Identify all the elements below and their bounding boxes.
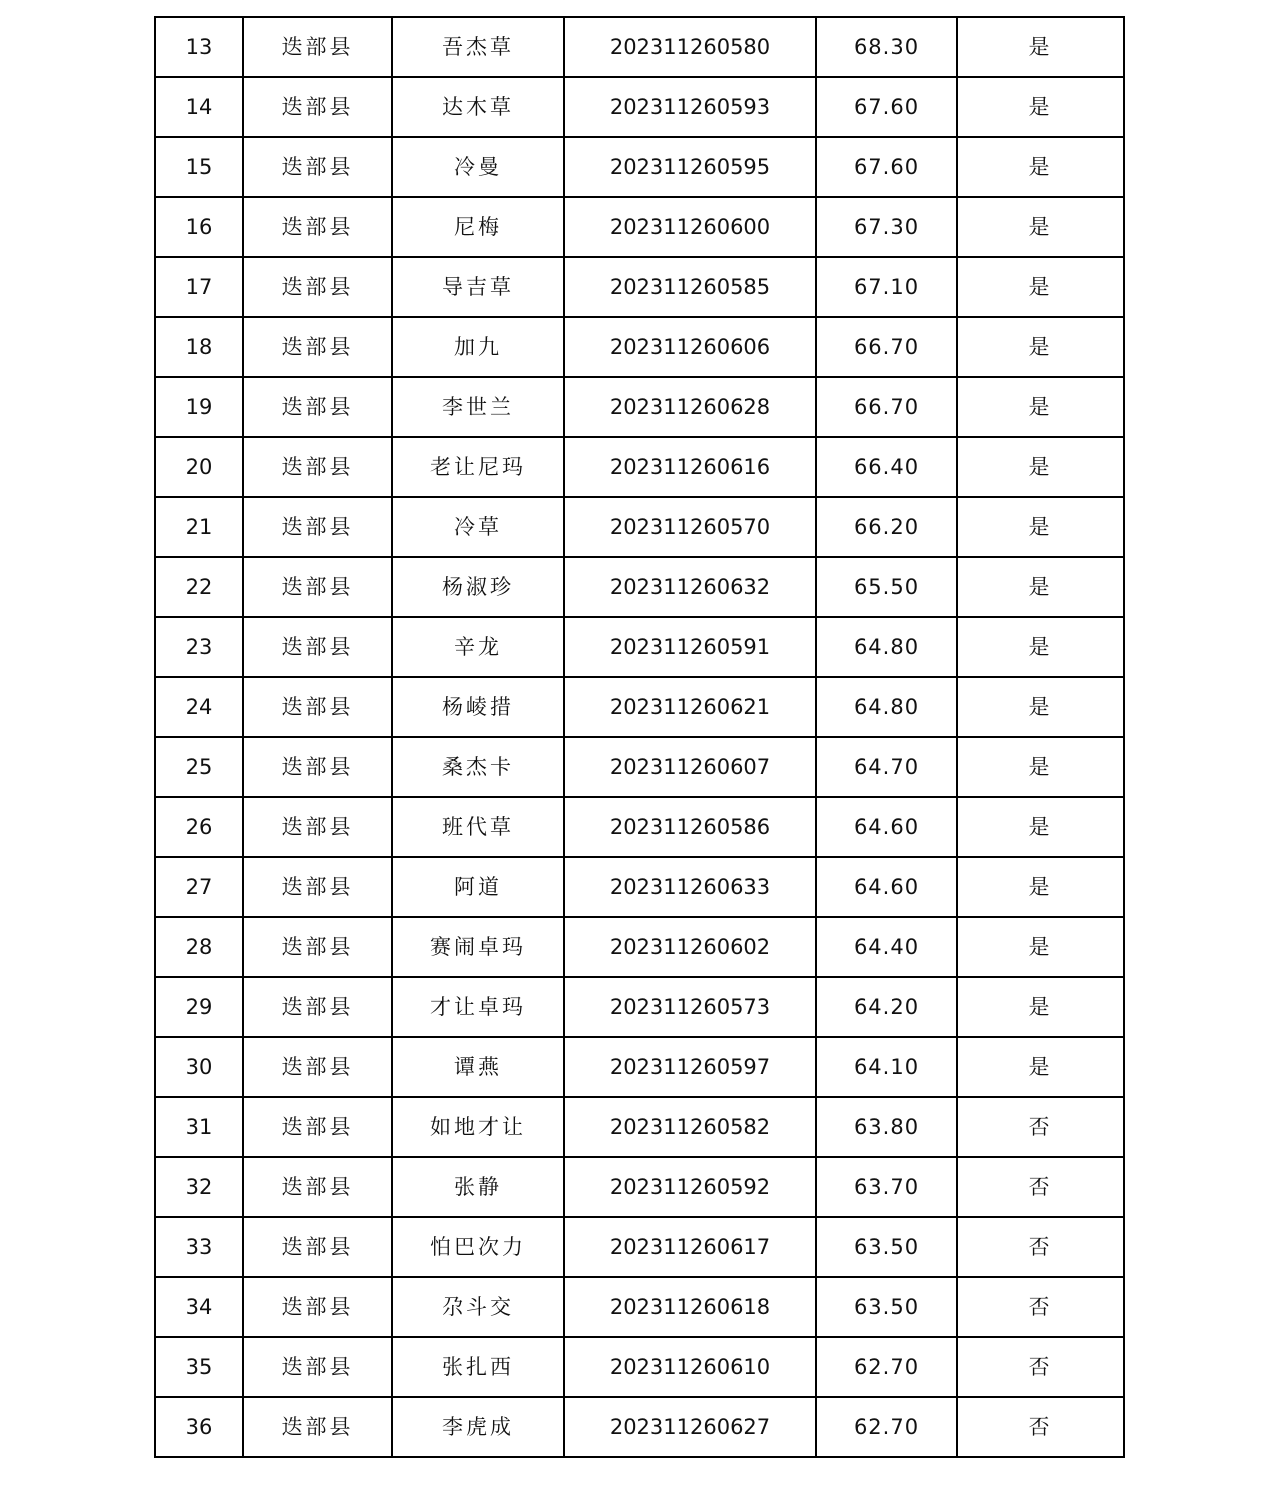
table-row bbox=[155, 317, 1124, 377]
table-row bbox=[155, 977, 1124, 1037]
serial-number-cell: 22 bbox=[155, 557, 243, 617]
candidate-name-cell: 班代草 bbox=[392, 797, 564, 857]
candidate-name-cell: 杨淑珍 bbox=[392, 557, 564, 617]
candidate-name-cell: 辛龙 bbox=[392, 617, 564, 677]
serial-number-cell: 26 bbox=[155, 797, 243, 857]
candidate-name-cell: 杨崚措 bbox=[392, 677, 564, 737]
score-cell: 64.70 bbox=[816, 737, 957, 797]
exam-number-cell: 202311260633 bbox=[564, 857, 816, 917]
table-row bbox=[155, 1217, 1124, 1277]
score-cell: 66.20 bbox=[816, 497, 957, 557]
qualified-cell: 否 bbox=[957, 1337, 1124, 1397]
qualified-cell: 是 bbox=[957, 377, 1124, 437]
county-cell: 迭部县 bbox=[243, 557, 392, 617]
candidate-name-cell: 张静 bbox=[392, 1157, 564, 1217]
table-row bbox=[155, 797, 1124, 857]
table-row bbox=[155, 1397, 1124, 1457]
county-cell: 迭部县 bbox=[243, 677, 392, 737]
candidate-name-cell: 李虎成 bbox=[392, 1397, 564, 1457]
exam-number-cell: 202311260628 bbox=[564, 377, 816, 437]
exam-number-cell: 202311260602 bbox=[564, 917, 816, 977]
serial-number-cell: 19 bbox=[155, 377, 243, 437]
exam-number-cell: 202311260595 bbox=[564, 137, 816, 197]
county-cell: 迭部县 bbox=[243, 257, 392, 317]
qualified-cell: 是 bbox=[957, 497, 1124, 557]
candidate-name-cell: 尼梅 bbox=[392, 197, 564, 257]
candidate-name-cell: 加九 bbox=[392, 317, 564, 377]
qualified-cell: 是 bbox=[957, 917, 1124, 977]
qualified-cell: 否 bbox=[957, 1397, 1124, 1457]
exam-number-cell: 202311260570 bbox=[564, 497, 816, 557]
score-cell: 67.60 bbox=[816, 77, 957, 137]
score-cell: 63.80 bbox=[816, 1097, 957, 1157]
candidate-name-cell: 桑杰卡 bbox=[392, 737, 564, 797]
county-cell: 迭部县 bbox=[243, 1097, 392, 1157]
table-row bbox=[155, 497, 1124, 557]
serial-number-cell: 33 bbox=[155, 1217, 243, 1277]
table-row bbox=[155, 1037, 1124, 1097]
candidate-name-cell: 怕巴次力 bbox=[392, 1217, 564, 1277]
table-row bbox=[155, 1277, 1124, 1337]
score-cell: 68.30 bbox=[816, 17, 957, 77]
serial-number-cell: 29 bbox=[155, 977, 243, 1037]
table-row bbox=[155, 677, 1124, 737]
qualified-cell: 是 bbox=[957, 1037, 1124, 1097]
table-row bbox=[155, 857, 1124, 917]
exam-number-cell: 202311260600 bbox=[564, 197, 816, 257]
qualified-cell: 是 bbox=[957, 977, 1124, 1037]
county-cell: 迭部县 bbox=[243, 77, 392, 137]
county-cell: 迭部县 bbox=[243, 797, 392, 857]
exam-number-cell: 202311260632 bbox=[564, 557, 816, 617]
qualified-cell: 否 bbox=[957, 1097, 1124, 1157]
serial-number-cell: 17 bbox=[155, 257, 243, 317]
exam-number-cell: 202311260586 bbox=[564, 797, 816, 857]
candidate-name-cell: 老让尼玛 bbox=[392, 437, 564, 497]
candidate-name-cell: 达木草 bbox=[392, 77, 564, 137]
exam-number-cell: 202311260607 bbox=[564, 737, 816, 797]
county-cell: 迭部县 bbox=[243, 1217, 392, 1277]
candidate-name-cell: 导吉草 bbox=[392, 257, 564, 317]
score-cell: 64.10 bbox=[816, 1037, 957, 1097]
serial-number-cell: 13 bbox=[155, 17, 243, 77]
exam-number-cell: 202311260618 bbox=[564, 1277, 816, 1337]
score-cell: 64.60 bbox=[816, 857, 957, 917]
qualified-cell: 是 bbox=[957, 617, 1124, 677]
qualified-cell: 否 bbox=[957, 1217, 1124, 1277]
county-cell: 迭部县 bbox=[243, 1037, 392, 1097]
exam-number-cell: 202311260621 bbox=[564, 677, 816, 737]
candidate-name-cell: 冷草 bbox=[392, 497, 564, 557]
county-cell: 迭部县 bbox=[243, 437, 392, 497]
qualified-cell: 否 bbox=[957, 1157, 1124, 1217]
county-cell: 迭部县 bbox=[243, 17, 392, 77]
serial-number-cell: 34 bbox=[155, 1277, 243, 1337]
exam-number-cell: 202311260627 bbox=[564, 1397, 816, 1457]
score-cell: 63.50 bbox=[816, 1217, 957, 1277]
serial-number-cell: 14 bbox=[155, 77, 243, 137]
document-page bbox=[154, 16, 1123, 1458]
candidate-name-cell: 如地才让 bbox=[392, 1097, 564, 1157]
county-cell: 迭部县 bbox=[243, 317, 392, 377]
score-cell: 66.40 bbox=[816, 437, 957, 497]
county-cell: 迭部县 bbox=[243, 137, 392, 197]
county-cell: 迭部县 bbox=[243, 197, 392, 257]
exam-number-cell: 202311260593 bbox=[564, 77, 816, 137]
county-cell: 迭部县 bbox=[243, 377, 392, 437]
qualified-cell: 是 bbox=[957, 77, 1124, 137]
exam-number-cell: 202311260592 bbox=[564, 1157, 816, 1217]
candidate-name-cell: 阿道 bbox=[392, 857, 564, 917]
candidate-name-cell: 吾杰草 bbox=[392, 17, 564, 77]
candidate-name-cell: 尕斗交 bbox=[392, 1277, 564, 1337]
candidate-name-cell: 赛闹卓玛 bbox=[392, 917, 564, 977]
table-row bbox=[155, 1337, 1124, 1397]
table-row bbox=[155, 1157, 1124, 1217]
county-cell: 迭部县 bbox=[243, 1397, 392, 1457]
qualified-cell: 是 bbox=[957, 137, 1124, 197]
candidate-name-cell: 才让卓玛 bbox=[392, 977, 564, 1037]
table-row bbox=[155, 257, 1124, 317]
serial-number-cell: 31 bbox=[155, 1097, 243, 1157]
county-cell: 迭部县 bbox=[243, 917, 392, 977]
serial-number-cell: 35 bbox=[155, 1337, 243, 1397]
candidate-name-cell: 谭燕 bbox=[392, 1037, 564, 1097]
serial-number-cell: 24 bbox=[155, 677, 243, 737]
score-table-body bbox=[155, 17, 1124, 1457]
exam-number-cell: 202311260606 bbox=[564, 317, 816, 377]
exam-number-cell: 202311260597 bbox=[564, 1037, 816, 1097]
serial-number-cell: 27 bbox=[155, 857, 243, 917]
qualified-cell: 否 bbox=[957, 1277, 1124, 1337]
qualified-cell: 是 bbox=[957, 677, 1124, 737]
table-row bbox=[155, 1097, 1124, 1157]
table-row bbox=[155, 77, 1124, 137]
table-row bbox=[155, 437, 1124, 497]
exam-number-cell: 202311260582 bbox=[564, 1097, 816, 1157]
score-cell: 62.70 bbox=[816, 1397, 957, 1457]
exam-number-cell: 202311260580 bbox=[564, 17, 816, 77]
county-cell: 迭部县 bbox=[243, 737, 392, 797]
exam-number-cell: 202311260616 bbox=[564, 437, 816, 497]
table-row bbox=[155, 17, 1124, 77]
qualified-cell: 是 bbox=[957, 197, 1124, 257]
serial-number-cell: 23 bbox=[155, 617, 243, 677]
table-row bbox=[155, 377, 1124, 437]
county-cell: 迭部县 bbox=[243, 1277, 392, 1337]
qualified-cell: 是 bbox=[957, 797, 1124, 857]
serial-number-cell: 30 bbox=[155, 1037, 243, 1097]
qualified-cell: 是 bbox=[957, 737, 1124, 797]
score-cell: 67.30 bbox=[816, 197, 957, 257]
exam-number-cell: 202311260585 bbox=[564, 257, 816, 317]
serial-number-cell: 15 bbox=[155, 137, 243, 197]
serial-number-cell: 16 bbox=[155, 197, 243, 257]
table-row bbox=[155, 617, 1124, 677]
county-cell: 迭部县 bbox=[243, 497, 392, 557]
exam-number-cell: 202311260573 bbox=[564, 977, 816, 1037]
qualified-cell: 是 bbox=[957, 17, 1124, 77]
qualified-cell: 是 bbox=[957, 857, 1124, 917]
score-cell: 62.70 bbox=[816, 1337, 957, 1397]
qualified-cell: 是 bbox=[957, 437, 1124, 497]
table-row bbox=[155, 737, 1124, 797]
serial-number-cell: 18 bbox=[155, 317, 243, 377]
serial-number-cell: 20 bbox=[155, 437, 243, 497]
county-cell: 迭部县 bbox=[243, 617, 392, 677]
score-cell: 64.80 bbox=[816, 677, 957, 737]
serial-number-cell: 21 bbox=[155, 497, 243, 557]
table-row bbox=[155, 197, 1124, 257]
score-cell: 64.80 bbox=[816, 617, 957, 677]
score-cell: 64.40 bbox=[816, 917, 957, 977]
qualified-cell: 是 bbox=[957, 317, 1124, 377]
score-cell: 67.60 bbox=[816, 137, 957, 197]
exam-number-cell: 202311260610 bbox=[564, 1337, 816, 1397]
score-cell: 67.10 bbox=[816, 257, 957, 317]
score-cell: 65.50 bbox=[816, 557, 957, 617]
qualified-cell: 是 bbox=[957, 257, 1124, 317]
serial-number-cell: 28 bbox=[155, 917, 243, 977]
score-cell: 66.70 bbox=[816, 317, 957, 377]
score-cell: 64.20 bbox=[816, 977, 957, 1037]
serial-number-cell: 32 bbox=[155, 1157, 243, 1217]
table-row bbox=[155, 137, 1124, 197]
serial-number-cell: 36 bbox=[155, 1397, 243, 1457]
table-row bbox=[155, 557, 1124, 617]
score-table bbox=[154, 16, 1125, 1458]
county-cell: 迭部县 bbox=[243, 1337, 392, 1397]
score-cell: 63.70 bbox=[816, 1157, 957, 1217]
candidate-name-cell: 张扎西 bbox=[392, 1337, 564, 1397]
score-cell: 64.60 bbox=[816, 797, 957, 857]
exam-number-cell: 202311260617 bbox=[564, 1217, 816, 1277]
county-cell: 迭部县 bbox=[243, 977, 392, 1037]
score-cell: 63.50 bbox=[816, 1277, 957, 1337]
county-cell: 迭部县 bbox=[243, 1157, 392, 1217]
serial-number-cell: 25 bbox=[155, 737, 243, 797]
candidate-name-cell: 李世兰 bbox=[392, 377, 564, 437]
county-cell: 迭部县 bbox=[243, 857, 392, 917]
qualified-cell: 是 bbox=[957, 557, 1124, 617]
score-cell: 66.70 bbox=[816, 377, 957, 437]
table-row bbox=[155, 917, 1124, 977]
candidate-name-cell: 冷曼 bbox=[392, 137, 564, 197]
exam-number-cell: 202311260591 bbox=[564, 617, 816, 677]
